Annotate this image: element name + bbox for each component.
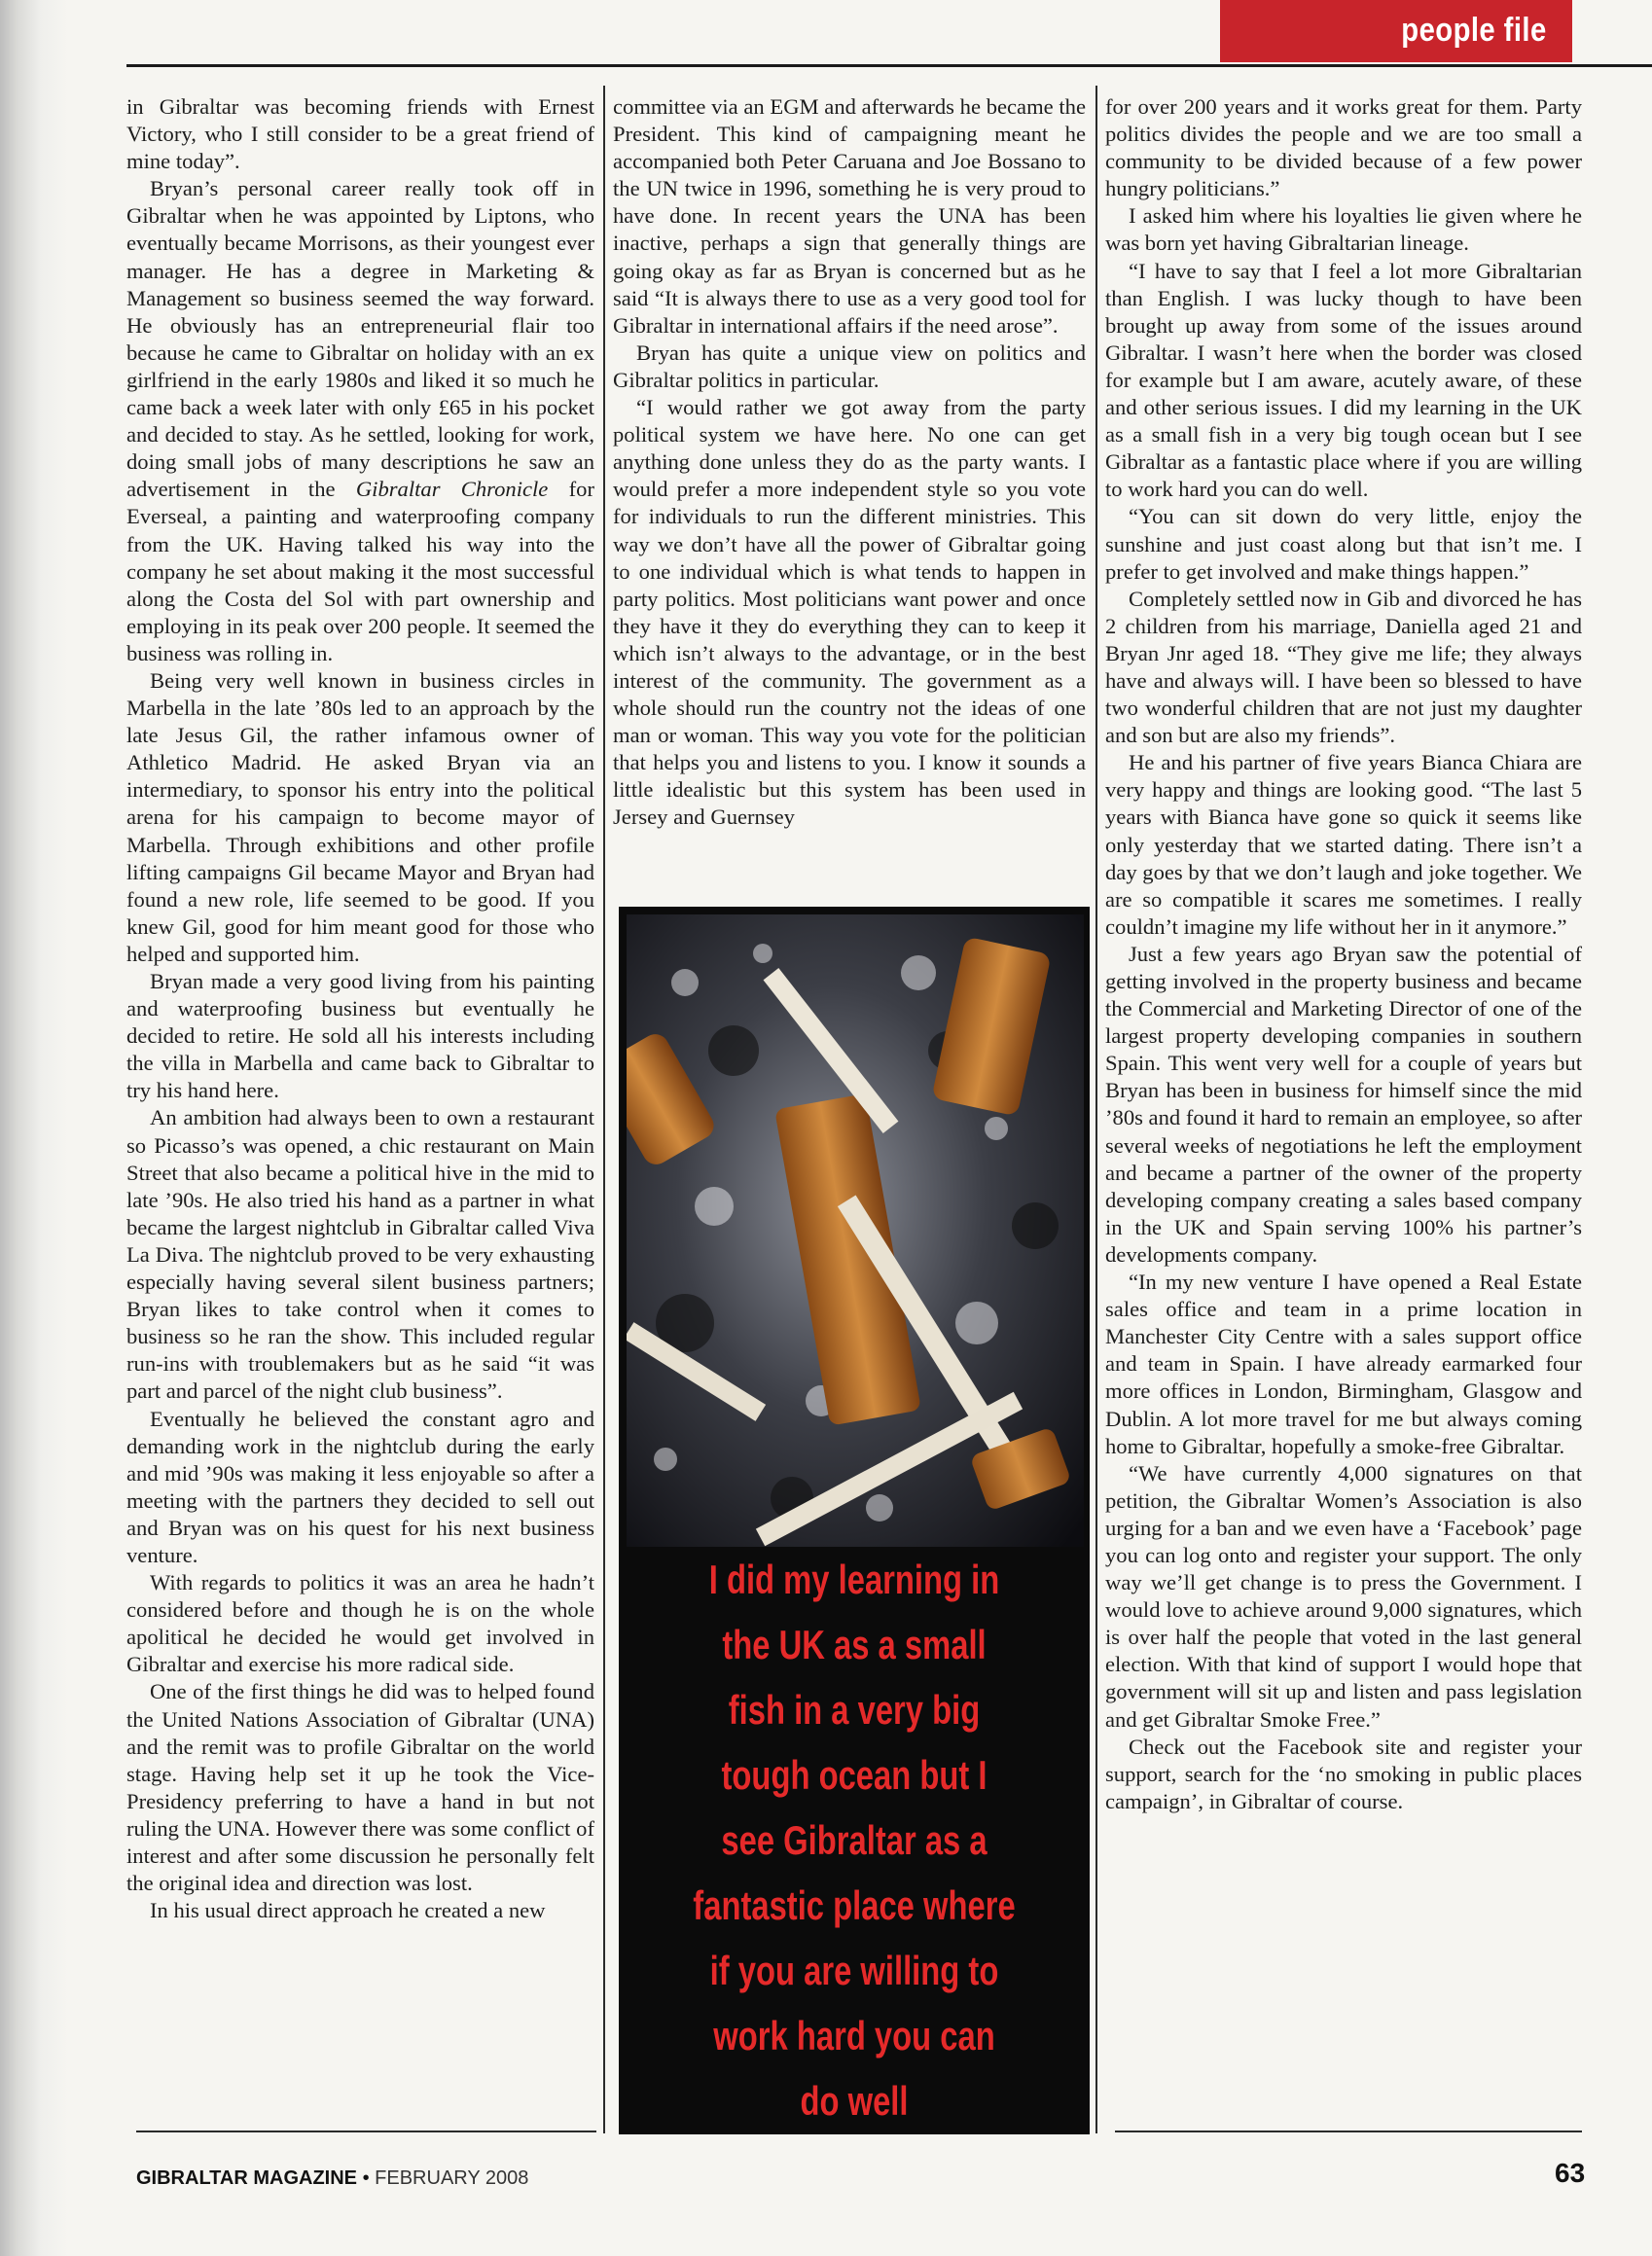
paragraph: “You can sit down do very little, enjoy the sunshine and just coast along but that isn’t me. I prefer to get involved and make things happen.” bbox=[1105, 504, 1582, 584]
column-divider bbox=[603, 86, 605, 2133]
publication-name: Gibraltar Chronicle bbox=[355, 477, 549, 502]
photo-with-pullquote bbox=[619, 907, 1090, 2134]
paragraph: Bryan has quite a unique view on politics and Gibraltar politics in particular. bbox=[613, 340, 1086, 392]
article-column-2 bbox=[613, 93, 1086, 891]
footer-rule-right bbox=[1115, 2131, 1582, 2132]
footer-separator: • bbox=[362, 2167, 370, 2189]
page-number: 63 bbox=[1555, 2158, 1586, 2188]
paragraph: One of the first things he did was to helped found the United Nations Association of Gibraltar (UNA) and the remit was to profile Gibraltar on the world stage. Having help set it up he took the Vice-Presidency preferring to have a hand in but not ruling the UNA. However there was some conflict of interest and after some discussion he personally felt the original idea and direction was lost. bbox=[126, 1679, 594, 1896]
paragraph: Bryan’s personal career really took off in Gibraltar when he was appointed by Liptons, who eventually became Morrisons, as their youngest ever manager. He has a degree in Marketing & Management so business seemed the way forward. He obviously has an entrepreneurial flair too because he came to Gibraltar on holiday with an ex girlfriend in the early 1980s and liked it so much he came back a week later with only £65 in his pocket and decided to stay. As he settled, looking for work, doing small jobs of many descriptions he saw an advertisement in the Gibraltar Chronicle for Everseal, a painting and waterproofing company from the UK. Having talked his way into the company he set about making it the most successful along the Costa del Sol with part ownership and employing in its peak over 200 people. It seemed the business was rolling in. bbox=[126, 176, 594, 665]
issue-date: FEBRUARY 2008 bbox=[375, 2167, 529, 2189]
paragraph: Check out the Facebook site and register your support, search for the ‘no smoking in public places campaign’, in Gibraltar of course. bbox=[1105, 1734, 1582, 1813]
page-spine-shadow bbox=[0, 0, 68, 2256]
magazine-name: GIBRALTAR MAGAZINE bbox=[136, 2167, 358, 2189]
footer-credit bbox=[136, 2167, 528, 2190]
paragraph: Bryan made a very good living from his painting and waterproofing business but eventually he decided to retire. He sold all his interests including the villa in Marbella and came back to Gibraltar to try his hand here. bbox=[126, 969, 594, 1103]
cigarette-butts-photo bbox=[627, 914, 1084, 1547]
paragraph: With regards to politics it was an area he hadn’t considered before and though he is on the whole apolitical he decided he would get involved in Gibraltar and exercise his more radical side. bbox=[126, 1570, 594, 1677]
top-rule bbox=[126, 64, 1652, 67]
paragraph: Just a few years ago Bryan saw the potential of getting involved in the property business and became the Commercial and Marketing Director of one of the largest property developing companies in southern Spain. This went very well for a couple of years but Bryan has been in business for himself since the mid ’80s and found it hard to remain an employee, so after several weeks of negotiations he left the employment and became a partner of the owner of the property developing company creating a sales based company in the UK and Spain serving 100% his partner’s developments company. bbox=[1105, 941, 1583, 1267]
article-column-1 bbox=[126, 93, 594, 2078]
paragraph: Being very well known in business circles in Marbella in the late ’80s led to an approach by the late Jesus Gil, the rather infamous owner of Athletico Madrid. He asked Bryan via an intermediary, to sponsor his entry into the political arena for his campaign to become mayor of Marbella. Through exhibitions and other profile lifting campaigns Gil became Mayor and Bryan had found a new role, life seemed to be good. If you knew Gil, good for him meant good for those who helped and supported him. bbox=[126, 667, 594, 966]
paragraph: “I have to say that I feel a lot more Gibraltarian than English. I was lucky though to have been brought up away from some of the issues around Gibraltar. I wasn’t here when the border was closed for example but I am aware, acutely aware, of these and other serious issues. I did my learning in the UK as a small fish in a very big tough ocean but I see Gibraltar as a fantastic place where if you are willing to work hard you can do well. bbox=[1105, 258, 1582, 502]
paragraph: An ambition had always been to own a restaurant so Picasso’s was opened, a chic restaurant on Main Street that also became a political hive in the mid to late ’90s. He also tried his hand as a partner in what became the largest nightclub in Gibraltar called Viva La Diva. The nightclub proved to be very exhausting especially having several silent business partners; Bryan likes to take control when it comes to business so he ran the show. This included regular run-ins with troublemakers but as he said “it was part and parcel of the night club business”. bbox=[126, 1105, 594, 1404]
paragraph: He and his partner of five years Bianca Chiara are very happy and things are looking good. “The last 5 years with Bianca have gone so quick it seems like only yesterday that we started dating. There isn’t a day goes by that we don’t laugh and joke together. We are so compatible it scares me sometimes. I really couldn’t imagine my life without her in it anymore.” bbox=[1105, 750, 1582, 939]
footer-rule-left bbox=[136, 2131, 596, 2132]
paragraph: for over 200 years and it works great for them. Party politics divides the people and we are too small a community to be divided because of a few power hungry politicians.” bbox=[1105, 94, 1582, 201]
paragraph: Completely settled now in Gib and divorced he has 2 children from his marriage, Daniella aged 21 and Bryan Jnr aged 18. “They give me life; they always have and always will. I have been so blessed to have two wonderful children that are not just my daughter and son but are also my friends”. bbox=[1105, 586, 1582, 748]
column-divider bbox=[1095, 86, 1097, 2133]
paragraph: in Gibraltar was becoming friends with Ernest Victory, who I still consider to be a great friend of mine today”. bbox=[126, 94, 594, 174]
section-tag: people file bbox=[1401, 12, 1547, 49]
paragraph: “In my new venture I have opened a Real Estate sales office and team in a prime location in Manchester City Centre with a sales support office and team in Spain. I have already earmarked four more offices in London, Birmingham, Glasgow and Dublin. A lot more travel for me but always coming home to Gibraltar, hopefully a smoke-free Gibraltar. bbox=[1105, 1270, 1582, 1458]
article-column-3 bbox=[1105, 93, 1582, 2078]
pull-quote: I did my learning in the UK as a small fish in a very big tough ocean but I see Gibraltar as a fantastic place where if you are willing to work hard you can do well bbox=[693, 1556, 1016, 2124]
paragraph: In his usual direct approach he created a new bbox=[150, 1898, 546, 1923]
paragraph: “We have currently 4,000 signatures on that petition, the Gibraltar Women’s Association is also urging for a ban and we even have a ‘Facebook’ page you can log onto and register your support. The only way we’ll get change is to press the Government. I would love to achieve around 9,000 signatures, which is over half the people that voted in the last general election. With that kind of support I would hope that government will sit up and listen and pass legislation and get Gibraltar Smoke Free.” bbox=[1105, 1460, 1582, 1732]
section-banner bbox=[1220, 0, 1572, 62]
paragraph: committee via an EGM and afterwards he became the President. This kind of campaigning meant he accompanied both Peter Caruana and Joe Bossano to the UN twice in 1996, something he is very proud to have done. In recent years the UNA has been inactive, perhaps a sign that generally things are going okay as far as Bryan is concerned but as he said “It is always there to use as a very good tool for Gibraltar in international affairs if the need arose”. bbox=[613, 94, 1086, 338]
paragraph: I asked him where his loyalties lie given where he was born yet having Gibraltarian lineage. bbox=[1105, 203, 1582, 256]
paragraph: Eventually he believed the constant agro and demanding work in the nightclub during the early and mid ’90s was making it less enjoyable so after a meeting with the partners they decided to sell out and Bryan was on his quest for his next business venture. bbox=[126, 1406, 594, 1567]
paragraph: “I would rather we got away from the party political system we have here. No one can get anything done unless they do as the party wants. I would prefer a more independent style so you vote for individuals to run the different ministries. This way we don’t have all the power of Gibraltar going to one individual which is what tends to happen in party politics. Most politicians want power and once they have it they do everything they can to keep it which isn’t always to the advantage, or in the best interest of the community. The government as a whole should run the country not the ideas of one man or woman. This way you vote for the politician that helps you and listens to you. I know it sounds a little idealistic but this system has been used in Jersey and Guernsey bbox=[613, 395, 1086, 830]
